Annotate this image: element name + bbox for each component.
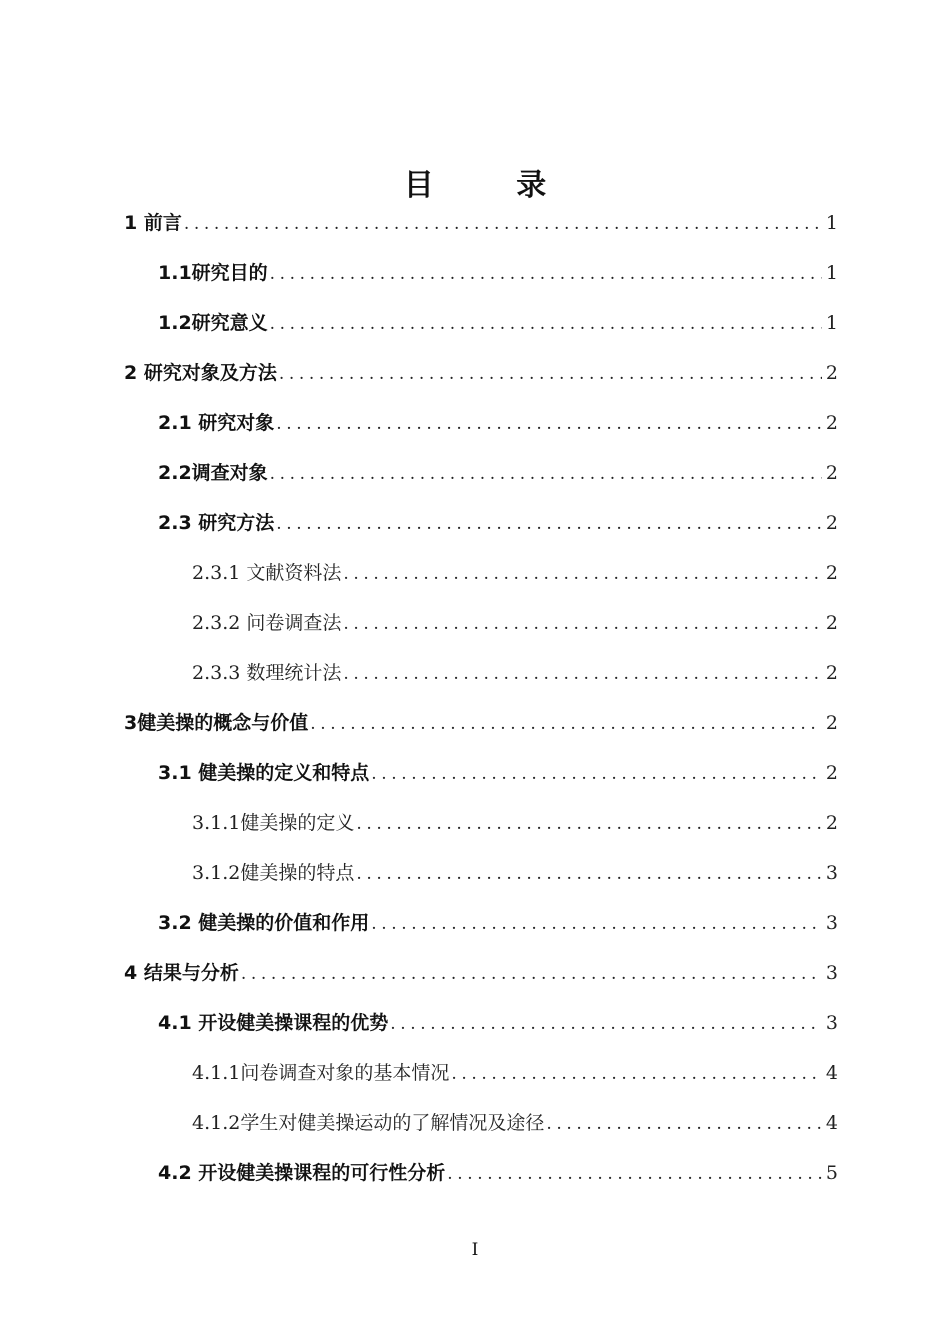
toc-entry-label: 4 结果与分析 [124, 962, 239, 984]
toc-entry-page: 2 [825, 762, 838, 784]
toc-entry[interactable] [158, 308, 838, 338]
toc-entry-label: 1 前言 [124, 212, 182, 234]
toc-entry-label: 2.2调查对象 [158, 462, 268, 484]
toc-entry-label: 4.1 开设健美操课程的优势 [158, 1012, 389, 1034]
toc-entry[interactable] [124, 358, 838, 388]
toc-entry-page: 2 [825, 562, 838, 584]
dot-leader [343, 659, 822, 689]
toc-entry-label: 3.1 健美操的定义和特点 [158, 762, 370, 784]
dot-leader [241, 959, 822, 989]
toc-entry-page: 2 [825, 612, 838, 634]
dot-leader [371, 909, 822, 939]
toc-entry[interactable] [192, 608, 838, 638]
toc-entry[interactable] [192, 1108, 838, 1138]
toc-entry[interactable] [158, 1008, 838, 1038]
toc-entry-page: 3 [825, 962, 838, 984]
toc-entry[interactable] [192, 808, 838, 838]
toc-entry-page: 1 [825, 312, 838, 334]
dot-leader [276, 409, 822, 439]
toc-entry-page: 5 [825, 1162, 838, 1184]
toc-entry[interactable] [124, 208, 838, 238]
toc-entry-label: 1.1研究目的 [158, 262, 268, 284]
toc-entry-label: 4.1.2学生对健美操运动的了解情况及途径 [192, 1112, 545, 1134]
toc-entry[interactable] [158, 758, 838, 788]
toc-entry[interactable] [158, 258, 838, 288]
toc-entry[interactable] [158, 408, 838, 438]
toc-entry-label: 4.2 开设健美操课程的可行性分析 [158, 1162, 446, 1184]
toc-entry[interactable] [192, 658, 838, 688]
toc-entry-label: 2.3.3 数理统计法 [192, 662, 342, 684]
toc-entry[interactable] [124, 708, 838, 738]
toc-entry-label: 2.3.2 问卷调查法 [192, 612, 342, 634]
toc-entry-label: 4.1.1问卷调查对象的基本情况 [192, 1062, 450, 1084]
dot-leader [371, 759, 822, 789]
toc-entry-label: 3健美操的概念与价值 [124, 712, 309, 734]
toc-entry[interactable] [158, 508, 838, 538]
dot-leader [279, 359, 822, 389]
toc-entry-page: 2 [825, 712, 838, 734]
dot-leader [343, 559, 822, 589]
toc-entry-label: 3.1.2健美操的特点 [192, 862, 355, 884]
toc-entry-page: 4 [825, 1112, 838, 1134]
toc-entry[interactable] [124, 958, 838, 988]
toc-entry-label: 3.2 健美操的价值和作用 [158, 912, 370, 934]
toc-entry-page: 3 [825, 862, 838, 884]
toc-entry-label: 1.2研究意义 [158, 312, 268, 334]
toc-entry[interactable] [158, 1158, 838, 1188]
dot-leader [270, 259, 822, 289]
toc-entry-label: 2 研究对象及方法 [124, 362, 277, 384]
toc-entry-page: 1 [825, 262, 838, 284]
toc-entry-label: 2.1 研究对象 [158, 412, 275, 434]
dot-leader [276, 509, 822, 539]
toc-entry-page: 3 [825, 912, 838, 934]
dot-leader [310, 709, 822, 739]
dot-leader [270, 459, 822, 489]
dot-leader [546, 1109, 822, 1139]
toc-entry-page: 2 [825, 512, 838, 534]
dot-leader [390, 1009, 822, 1039]
toc-entry-page: 3 [825, 1012, 838, 1034]
toc-entry[interactable] [192, 858, 838, 888]
dot-leader [356, 859, 822, 889]
dot-leader [184, 209, 822, 239]
toc-entry-label: 2.3 研究方法 [158, 512, 275, 534]
dot-leader [447, 1159, 822, 1189]
toc-entry-page: 2 [825, 812, 838, 834]
toc-entry[interactable] [192, 558, 838, 588]
toc-entry-page: 1 [825, 212, 838, 234]
toc-entry-label: 2.3.1 文献资料法 [192, 562, 342, 584]
toc-entry-page: 2 [825, 362, 838, 384]
toc-entry-label: 3.1.1健美操的定义 [192, 812, 355, 834]
dot-leader [343, 609, 822, 639]
toc-entry[interactable] [158, 908, 838, 938]
dot-leader [356, 809, 822, 839]
toc-entry-page: 2 [825, 462, 838, 484]
page-number: I [471, 1240, 479, 1260]
toc-entry-page: 2 [825, 412, 838, 434]
toc-entry-page: 2 [825, 662, 838, 684]
toc-entry[interactable] [158, 458, 838, 488]
page-title: 目 录 [403, 168, 583, 203]
toc-entry[interactable] [192, 1058, 838, 1088]
dot-leader [451, 1059, 822, 1089]
toc-entry-page: 4 [825, 1062, 838, 1084]
dot-leader [270, 309, 822, 339]
